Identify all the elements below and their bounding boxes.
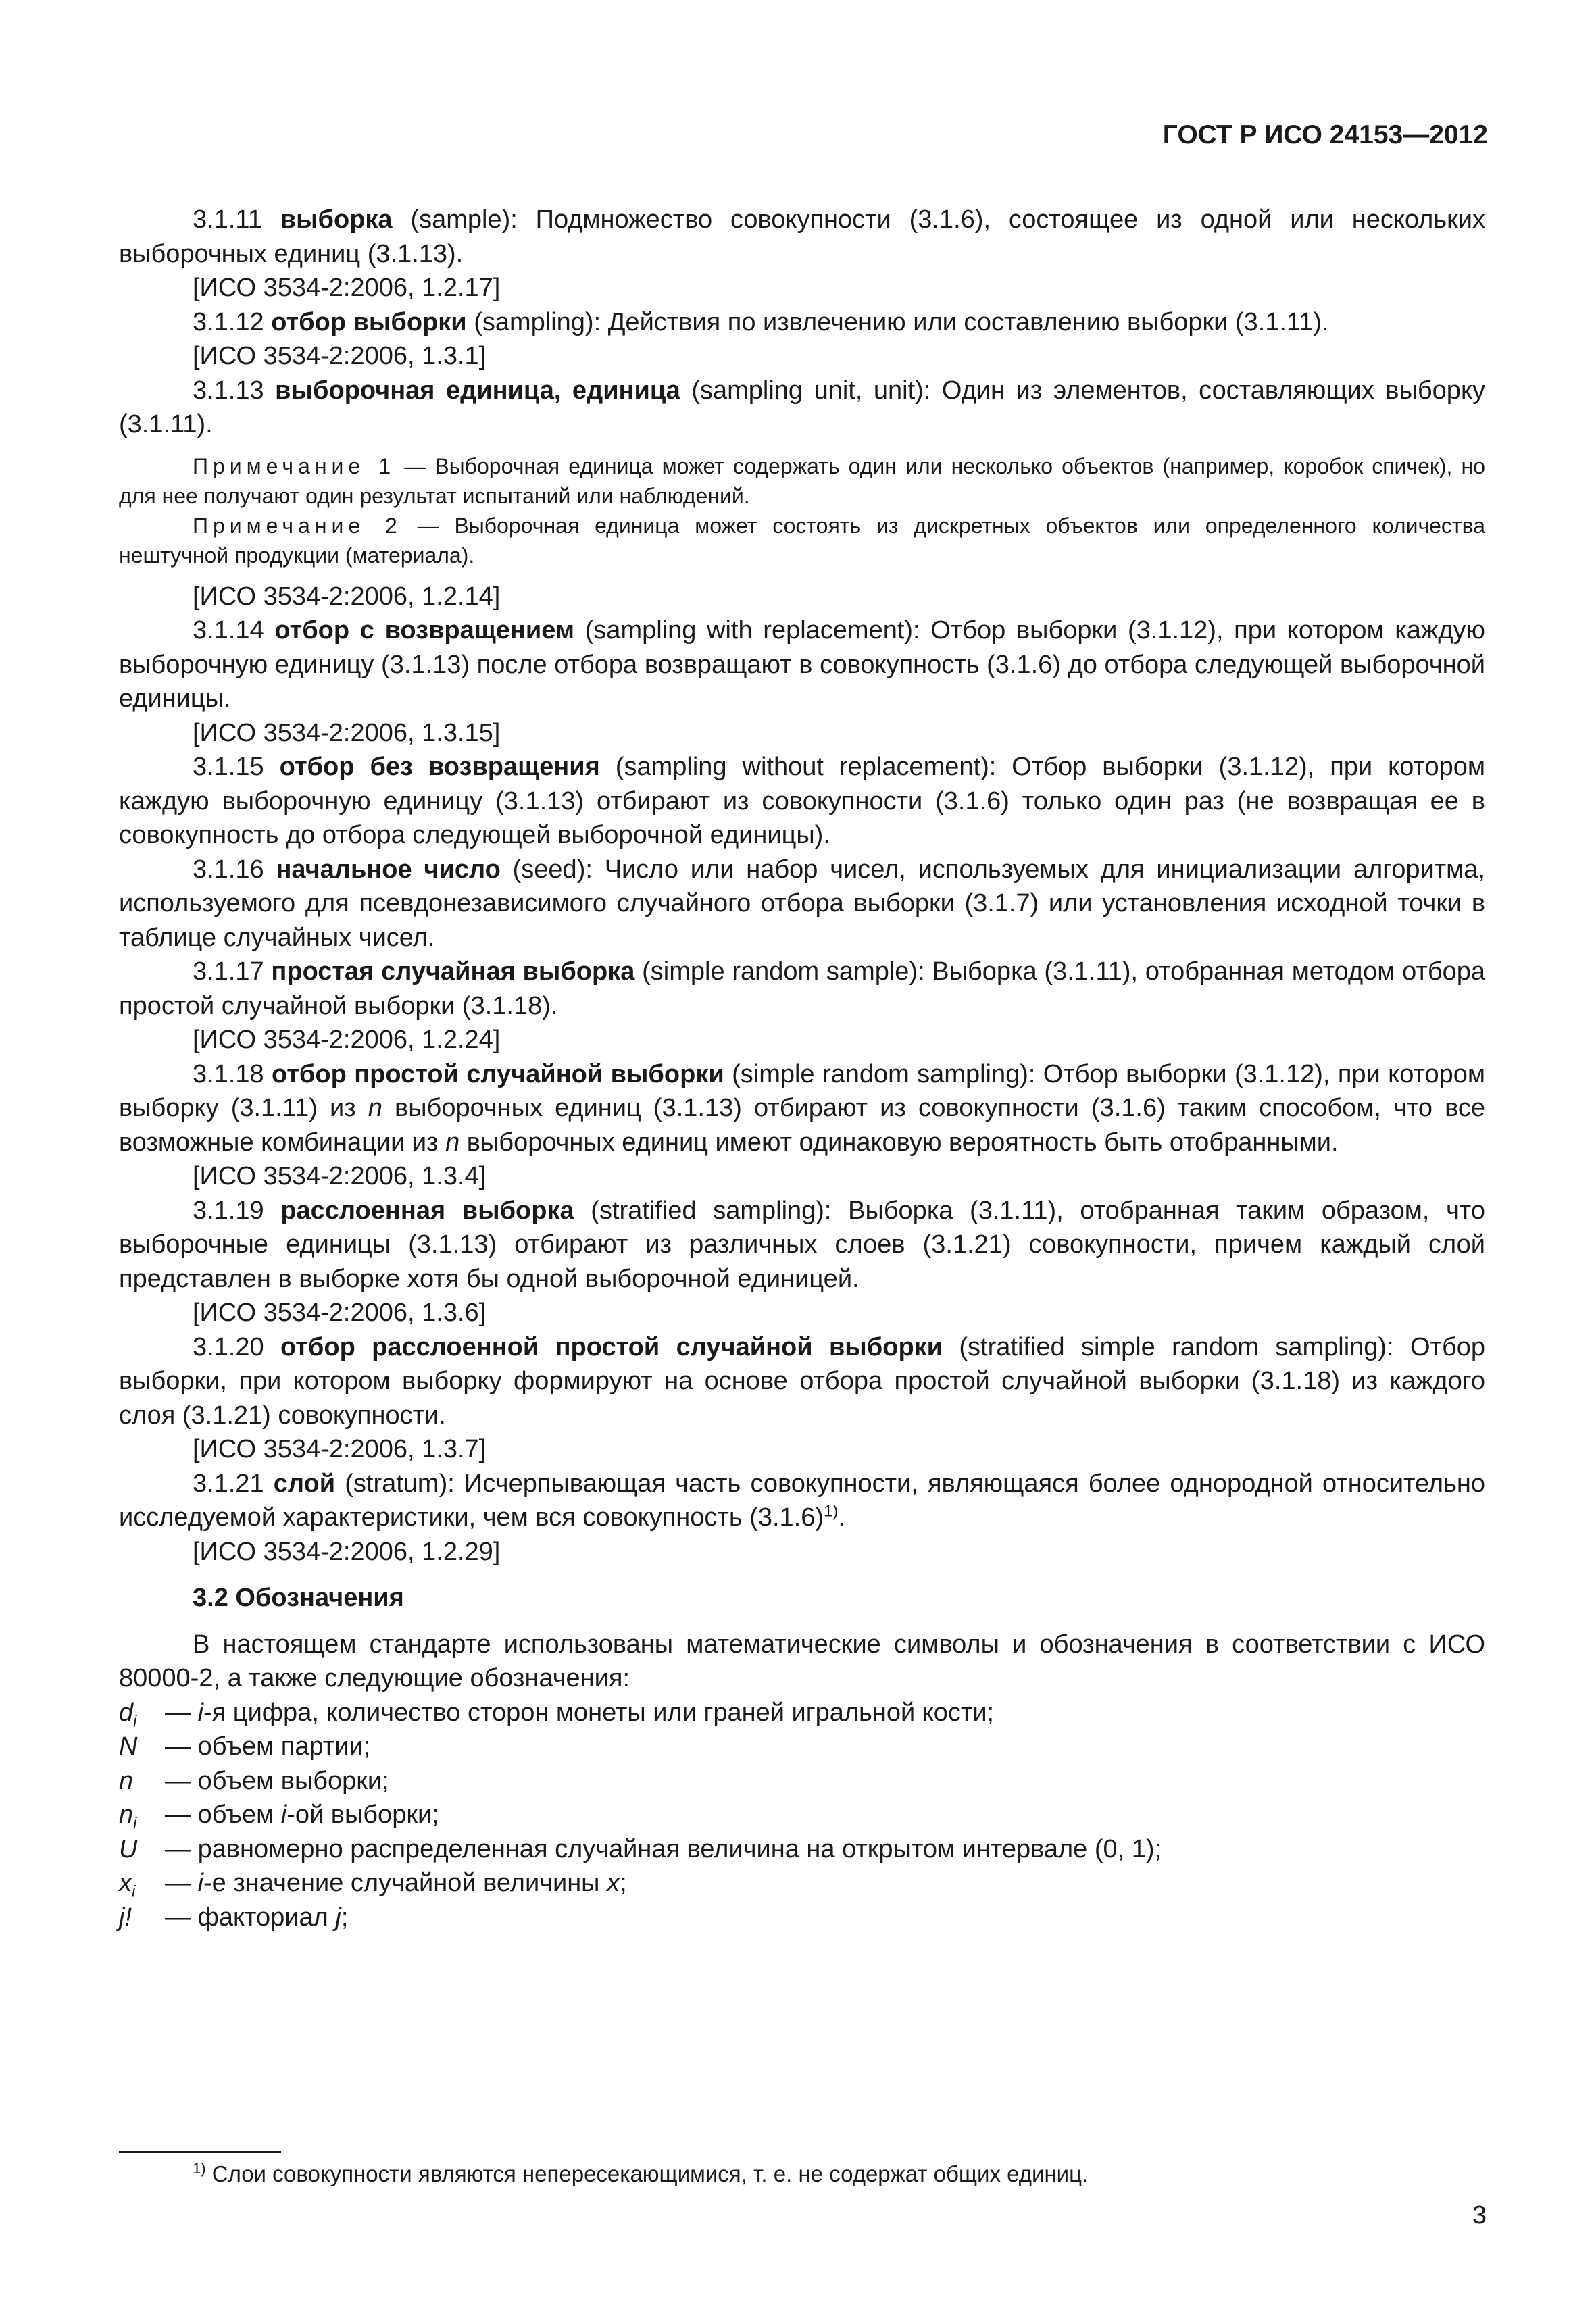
note-text: — Выборочная единица может содержать один или несколько объектов (например, коробок спичек), но для нее получают один результат испытаний или наблюдений. — [119, 453, 1486, 508]
term-definition: (stratified simple random sampling): Отбор выборки, при котором выборку формируют на основе отбора простой случайной выборки (3.1.18) из каждого слоя (3.1.21) совокупности. — [119, 1332, 1485, 1430]
term-name: отбор простой случайной выборки — [272, 1059, 724, 1088]
symbol: $d_i$ — [119, 1698, 137, 1731]
term-name: отбор выборки — [271, 307, 467, 336]
term-name: начальное число — [276, 855, 501, 884]
symbols-list — [119, 1696, 1485, 1935]
term-entry — [119, 305, 1485, 340]
term-definition: (simple random sampling): Отбор выборки (3.1.12), при котором выборку (3.1.11) из — [119, 1059, 1485, 1122]
term-entry — [119, 374, 1485, 442]
term-name: отбор расслоенной простой случайной выборки — [280, 1332, 943, 1361]
symbol-description: — равномерно распределенная случайная величина на открытом интервале (0, 1); — [165, 1834, 1162, 1863]
term-reference: [ИСО 3534-2:2006, 1.3.7] — [193, 1435, 487, 1463]
term-number: 3.1.18 — [193, 1059, 264, 1088]
term-entry — [119, 613, 1485, 716]
symbol-description: — объем выборки; — [165, 1766, 389, 1795]
term-reference: [ИСО 3534-2:2006, 1.3.4] — [193, 1162, 487, 1190]
term-name: простая случайная выборка — [271, 957, 635, 986]
term-definition: (sampling unit, unit): Один из элементов, составляющих выборку (3.1.11). — [119, 376, 1485, 438]
note-text: — Выборочная единица может состоять из дискретных объектов или определенного количества нештучной продукции (материала). — [119, 513, 1486, 568]
term-definition: (sampling without replacement): Отбор выборки (3.1.12), при котором каждую выборочную единицу (3.1.13) отбирают из совокупности (3.1.6) только один раз (не возвращая ее в совокупность до отбора следующей выборочной единицы). — [119, 753, 1486, 849]
term-definition: (sample): Подмножество совокупности (3.1.6), состоящее из одной или нескольких выборочных единиц (3.1.13). — [119, 205, 1486, 268]
symbol-description: — факториал j; — [165, 1903, 349, 1932]
section-title: 3.2 Обозначения — [193, 1584, 404, 1612]
term-definition: (seed): Число или набор чисел, используемых для инициализации алгоритма, используемого для псевдонезависимого случайного отбора выборки (3.1.7) или установления исходной точки в таблице случайных чисел. — [119, 855, 1485, 952]
symbol-row — [119, 1832, 1485, 1867]
page-number: 3 — [1472, 2201, 1487, 2230]
term-reference: [ИСО 3534-2:2006, 1.2.14] — [193, 582, 501, 611]
term-entry — [119, 203, 1485, 271]
term-reference: [ИСО 3534-2:2006, 1.3.6] — [193, 1299, 487, 1327]
symbol-description: — i-е значение случайной величины x; — [165, 1869, 627, 1897]
term-number: 3.1.19 — [193, 1196, 264, 1225]
term-definition: выборочных единиц имеют одинаковую вероятность быть отобранными. — [459, 1128, 1339, 1157]
symbol-description: — i-я цифра, количество сторон монеты или граней игральной кости; — [165, 1698, 995, 1727]
document-body — [119, 203, 1485, 1934]
symbol-row — [119, 1866, 1485, 1901]
note — [119, 511, 1485, 570]
term-reference: [ИСО 3534-2:2006, 1.2.17] — [193, 274, 501, 302]
term-number: 3.1.15 — [193, 753, 264, 781]
footnote-marker: 1) — [824, 1502, 839, 1521]
footnote-marker: 1) — [193, 2160, 206, 2177]
section-intro: В настоящем стандарте использованы математические символы и обозначения в соответствии с ИСО 80000-2, а также следующие обозначения: — [119, 1630, 1485, 1692]
symbol: U — [119, 1834, 138, 1863]
math-variable: n — [368, 1094, 382, 1122]
term-name: расслоенная выборка — [280, 1196, 574, 1225]
term-definition: выборочных единиц (3.1.13) отбирают из совокупности (3.1.6) таким способом, что все возможные комбинации из — [119, 1094, 1486, 1157]
term-number: 3.1.14 — [193, 616, 264, 645]
symbol-row — [119, 1901, 1485, 1935]
symbol: $n_i$ — [119, 1801, 137, 1833]
footnote-text: Слои совокупности являются непересекающимися, т. е. не содержат общих единиц. — [205, 2161, 1089, 2186]
symbol-row — [119, 1730, 1485, 1764]
math-variable: n — [445, 1128, 460, 1157]
symbol-row — [119, 1764, 1485, 1799]
section-heading — [119, 1581, 1485, 1615]
term-number: 3.1.17 — [193, 957, 264, 986]
term-number: 3.1.21 — [193, 1469, 264, 1498]
term-definition: (sampling with replacement): Отбор выборки (3.1.12), при котором каждую выборочную единицу (3.1.13) после отбора возвращают в совокупность (3.1.6) до отбора следующей выборочной единицы. — [119, 616, 1485, 713]
footnote — [193, 2159, 1476, 2189]
term-name: отбор без возвращения — [279, 753, 600, 781]
term-entry — [119, 853, 1485, 955]
term-definition: (sampling): Действия по извлечению или составлению выборки (3.1.11). — [466, 307, 1329, 336]
footnote-separator — [119, 2151, 281, 2153]
symbol: N — [119, 1732, 138, 1761]
symbol-row — [119, 1798, 1485, 1832]
term-entry — [119, 750, 1485, 853]
symbol-description: — объем i-ой выборки; — [165, 1801, 439, 1829]
note — [119, 451, 1485, 511]
symbol: j! — [119, 1903, 132, 1932]
term-name: слой — [273, 1469, 336, 1498]
note-label: Примечание 2 — [193, 513, 402, 538]
term-reference: [ИСО 3534-2:2006, 1.2.29] — [193, 1537, 501, 1566]
term-name: отбор с возвращением — [274, 616, 574, 645]
term-number: 3.1.11 — [193, 205, 262, 234]
term-number: 3.1.13 — [193, 376, 264, 405]
term-entry — [119, 1057, 1485, 1160]
term-number: 3.1.20 — [193, 1332, 264, 1361]
term-reference: [ИСО 3534-2:2006, 1.3.15] — [193, 718, 501, 747]
term-reference: [ИСО 3534-2:2006, 1.2.24] — [193, 1026, 501, 1054]
note-label: Примечание 1 — [193, 453, 396, 478]
term-name: выборка — [280, 205, 393, 234]
term-number: 3.1.16 — [193, 855, 264, 884]
symbol: $x_i$ — [119, 1869, 136, 1901]
term-definition: (stratified sampling): Выборка (3.1.11), отобранная таким образом, что выборочные единицы (3.1.13) отбирают из различных слоев (3.1.21) совокупности, причем каждый слой представлен в выборке хотя бы одной выборочной единицей. — [119, 1196, 1486, 1293]
term-reference: [ИСО 3534-2:2006, 1.3.1] — [193, 342, 487, 370]
term-number: 3.1.12 — [193, 307, 264, 336]
term-definition: (stratum): Исчерпывающая часть совокупности, являющаяся более однородной относительно исследуемой характеристики, чем вся совокупность (3.1.6) — [119, 1469, 1485, 1532]
term-definition: (simple random sample): Выборка (3.1.11), отобранная методом отбора простой случайной выборки (3.1.18). — [119, 957, 1486, 1020]
term-entry — [119, 1330, 1485, 1433]
symbol-row — [119, 1696, 1485, 1730]
term-entry — [119, 1467, 1485, 1535]
term-entry — [119, 1194, 1485, 1297]
term-entry — [119, 955, 1485, 1023]
term-name: выборочная единица, единица — [275, 376, 680, 405]
term-definition: . — [838, 1503, 845, 1532]
symbol-description: — объем партии; — [165, 1732, 371, 1761]
symbol: n — [119, 1766, 134, 1795]
notes-block — [119, 451, 1485, 570]
document-code-header: ГОСТ Р ИСО 24153—2012 — [1162, 120, 1488, 149]
